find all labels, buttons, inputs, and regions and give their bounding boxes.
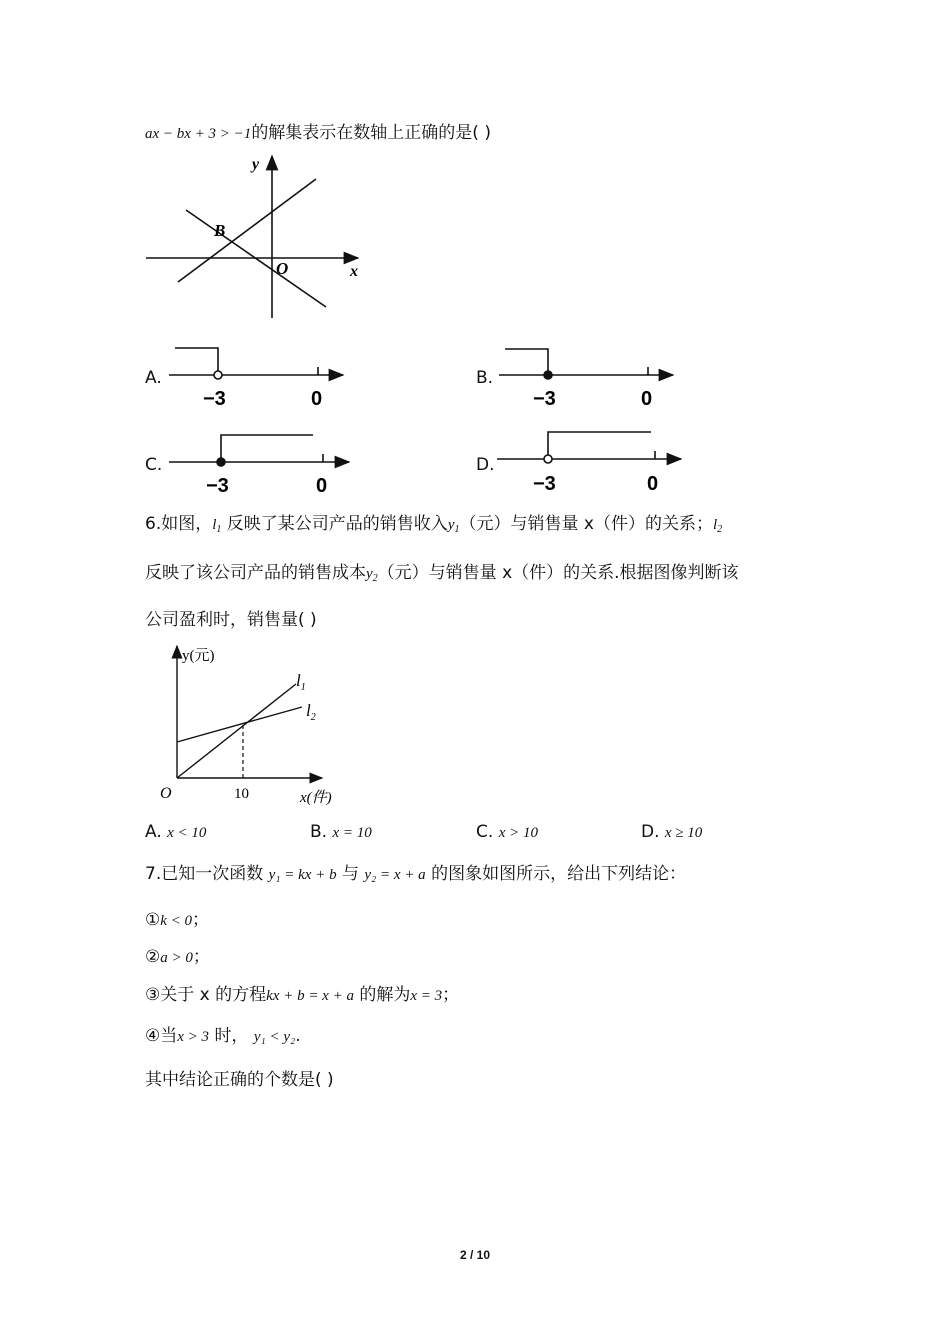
q6-y1-symbol: $y_1$ (447, 517, 460, 535)
q6-graph (150, 640, 350, 810)
q6-l2-label: $l_2$ (306, 701, 316, 723)
q7-item-2: ②a > 0； (145, 947, 210, 967)
q6-x-axis-label: x(件) (300, 790, 332, 806)
q7-item-1: ①k < 0； (145, 910, 210, 930)
q7-closing: 其中结论正确的个数是( ) (145, 1070, 334, 1090)
q5-option-a-letter[interactable]: A. (145, 368, 162, 388)
q5-origin-label: O (276, 259, 289, 278)
q5-d-open-dot (544, 455, 552, 463)
q5-option-b-letter[interactable]: B. (476, 368, 494, 388)
q5-stem-text: 的解集表示在数轴上正确的是( ) (251, 123, 491, 143)
q5-line-rising (178, 179, 316, 282)
q5-c-closed-dot (217, 458, 225, 466)
q6-option-c[interactable]: C. x > 10 (476, 822, 538, 842)
page-number: 2 / 10 (459, 1248, 491, 1262)
q5-d-right-tick: 0 (647, 473, 659, 495)
q7-func-2: y₂ = x + a (364, 867, 426, 883)
q5-option-d-letter[interactable]: D. (476, 455, 495, 475)
q5-b-right-tick: 0 (641, 388, 653, 410)
q6-line-3: 公司盈利时，销售量( ) (145, 610, 317, 630)
q7-item-3: ③关于 x 的方程kx + b = x + a 的解为x = 3； (145, 985, 460, 1005)
q6-l1-symbol: $l_1$ (212, 517, 222, 535)
q6-y2-symbol: $y_2$ (366, 566, 378, 584)
q6-y-axis-label: y(元) (182, 648, 215, 664)
q5-b-left-tick: −3 (533, 388, 556, 410)
q5-a-left-tick: −3 (203, 388, 226, 410)
q5-option-c-letter[interactable]: C. (145, 455, 163, 475)
q6-option-a[interactable]: A. x < 10 (145, 822, 207, 842)
q6-option-b[interactable]: B. x = 10 (310, 822, 372, 842)
q6-origin-label: O (160, 785, 172, 802)
q7-stem: 7.已知一次函数 y₁ = kx + b 与 y₂ = x + a 的图象如图所示，给出下列结论： (145, 864, 687, 884)
q6-tick-10: 10 (234, 786, 249, 802)
q5-c-right-tick: 0 (316, 475, 328, 497)
q6-line-l2 (177, 707, 302, 742)
q5-c-left-tick: −3 (206, 475, 229, 497)
q5-graph (140, 150, 370, 320)
q7-item-4: ④当x > 3 时， y₁ < y₂. (145, 1026, 301, 1046)
q6-line-l1 (177, 684, 296, 778)
q5-x-label: x (350, 263, 358, 280)
q5-option-a-numberline (165, 340, 355, 412)
q6-line-2: 反映了该公司产品的销售成本$y_2$（元）与销售量 x（件）的关系.根据图像判断该 (145, 563, 739, 584)
q6-option-d[interactable]: D. x ≥ 10 (641, 822, 703, 842)
q5-option-c-numberline (165, 426, 360, 498)
q7-func-1: y₁ = kx + b (268, 867, 337, 883)
q5-option-d-numberline (493, 424, 688, 496)
q5-option-b-numberline (495, 340, 685, 412)
q6-l1-label: $l_1$ (296, 671, 306, 693)
q5-b-closed-dot (544, 371, 552, 379)
q5-stem (145, 121, 491, 146)
q6-l2-symbol: $l_2$ (712, 517, 723, 535)
q5-a-open-dot (214, 371, 222, 379)
q5-y-label: y (252, 156, 260, 173)
q5-inequality: ax − bx + 3 > −1 (145, 126, 252, 142)
q6-line-1: 6.如图，$l_1$ 反映了某公司产品的销售收入$y_1$（元）与销售量 x（件）的关系；$l_2$ (145, 514, 723, 535)
q5-a-right-tick: 0 (311, 388, 323, 410)
q5-point-b-label: B (214, 221, 226, 240)
q5-d-left-tick: −3 (533, 473, 556, 495)
